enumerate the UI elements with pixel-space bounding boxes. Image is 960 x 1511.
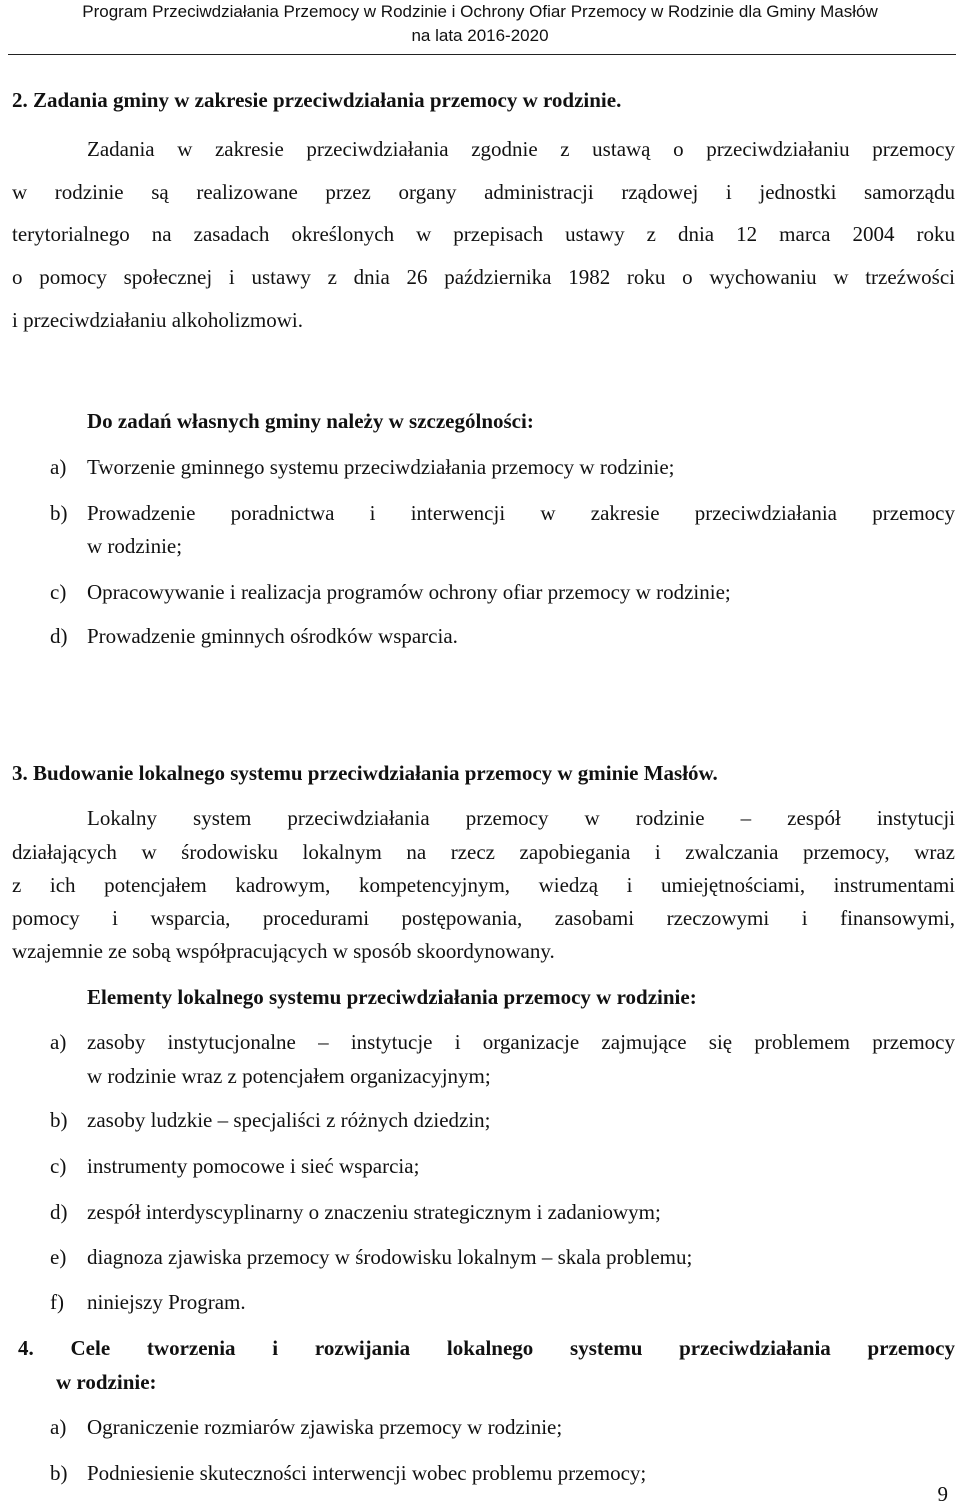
header-divider xyxy=(8,54,956,55)
paragraph-line: w rodzinie są realizowane przez organy administracji rządowej i jednostki samorządu xyxy=(12,180,955,204)
paragraph-line: o pomocy społecznej i ustawy z dnia 26 października 1982 roku o wychowaniu w trzeźwości xyxy=(12,265,955,289)
paragraph-line: działających w środowisku lokalnym na rzecz zapobiegania i zwalczania przemocy, wraz xyxy=(12,840,955,864)
list-item-marker: f) xyxy=(50,1290,64,1314)
paragraph-line: Lokalny system przeciwdziałania przemocy w rodzinie – zespół instytucji xyxy=(87,806,955,830)
paragraph-line: pomocy i wsparcia, procedurami postępowania, zasobami rzeczowymi i finansowymi, xyxy=(12,906,955,930)
list-item: zespół interdyscyplinarny o znaczeniu strategicznym i zadaniowym; xyxy=(87,1200,661,1224)
paragraph-line: i przeciwdziałaniu alkoholizmowi. xyxy=(12,308,303,332)
paragraph-line: wzajemnie ze sobą współpracujących w sposób skoordynowany. xyxy=(12,939,555,963)
list-item-marker: d) xyxy=(50,624,68,648)
list-item: Prowadzenie poradnictwa i interwencji w zakresie przeciwdziałania przemocy xyxy=(87,501,955,525)
list-item-continuation: w rodzinie wraz z potencjałem organizacyjnym; xyxy=(87,1064,491,1088)
header-subtitle: na lata 2016-2020 xyxy=(411,26,549,45)
list-item-continuation: w rodzinie; xyxy=(87,534,183,558)
list-item: zasoby ludzkie – specjaliści z różnych dziedzin; xyxy=(87,1108,491,1132)
list-item-marker: b) xyxy=(50,1108,68,1132)
page-number: 9 xyxy=(937,1482,948,1506)
list-item: niniejszy Program. xyxy=(87,1290,246,1314)
list-item: Prowadzenie gminnych ośrodków wsparcia. xyxy=(87,624,458,648)
running-header xyxy=(0,0,960,48)
list-item: Opracowywanie i realizacja programów ochrony ofiar przemocy w rodzinie; xyxy=(87,580,731,604)
list-item-marker: d) xyxy=(50,1200,68,1224)
list-item: zasoby instytucjonalne – instytucje i organizacje zajmujące się problemem przemocy xyxy=(87,1030,955,1054)
paragraph-line: z ich potencjałem kadrowym, kompetencyjnym, wiedzą i umiejętnościami, instrumentami xyxy=(12,873,955,897)
section-4-heading: 4. Cele tworzenia i rozwijania lokalnego systemu przeciwdziałania przemocy xyxy=(18,1336,955,1360)
list-item: instrumenty pomocowe i sieć wsparcia; xyxy=(87,1154,420,1178)
list-item-marker: a) xyxy=(50,455,67,479)
paragraph-line: Zadania w zakresie przeciwdziałania zgodnie z ustawą o przeciwdziałaniu przemocy xyxy=(87,137,955,161)
section-2-heading: 2. Zadania gminy w zakresie przeciwdziałania przemocy w rodzinie. xyxy=(12,88,622,112)
list-item-marker: c) xyxy=(50,1154,67,1178)
list-item-marker: b) xyxy=(50,501,68,525)
paragraph-line: terytorialnego na zasadach określonych w przepisach ustawy z dnia 12 marca 2004 roku xyxy=(12,222,955,246)
list-item: Tworzenie gminnego systemu przeciwdziałania przemocy w rodzinie; xyxy=(87,455,675,479)
section-3-heading: 3. Budowanie lokalnego systemu przeciwdziałania przemocy w gminie Masłów. xyxy=(12,761,718,785)
list-item-marker: c) xyxy=(50,580,67,604)
list-item-marker: b) xyxy=(50,1461,68,1485)
section-4-heading-continuation: w rodzinie: xyxy=(56,1370,157,1394)
list-item-marker: a) xyxy=(50,1415,67,1439)
list-item: Podniesienie skuteczności interwencji wobec problemu przemocy; xyxy=(87,1461,647,1485)
list-item: diagnoza zjawiska przemocy w środowisku lokalnym – skala problemu; xyxy=(87,1245,693,1269)
section-3-subheading: Elementy lokalnego systemu przeciwdziałania przemocy w rodzinie: xyxy=(87,985,697,1009)
list-item-marker: e) xyxy=(50,1245,67,1269)
header-title: Program Przeciwdziałania Przemocy w Rodzinie i Ochrony Ofiar Przemocy w Rodzinie dla Gminy Masłów xyxy=(82,2,878,21)
list-item: Ograniczenie rozmiarów zjawiska przemocy w rodzinie; xyxy=(87,1415,563,1439)
list-item-marker: a) xyxy=(50,1030,67,1054)
section-2-subheading: Do zadań własnych gminy należy w szczególności: xyxy=(87,409,534,433)
